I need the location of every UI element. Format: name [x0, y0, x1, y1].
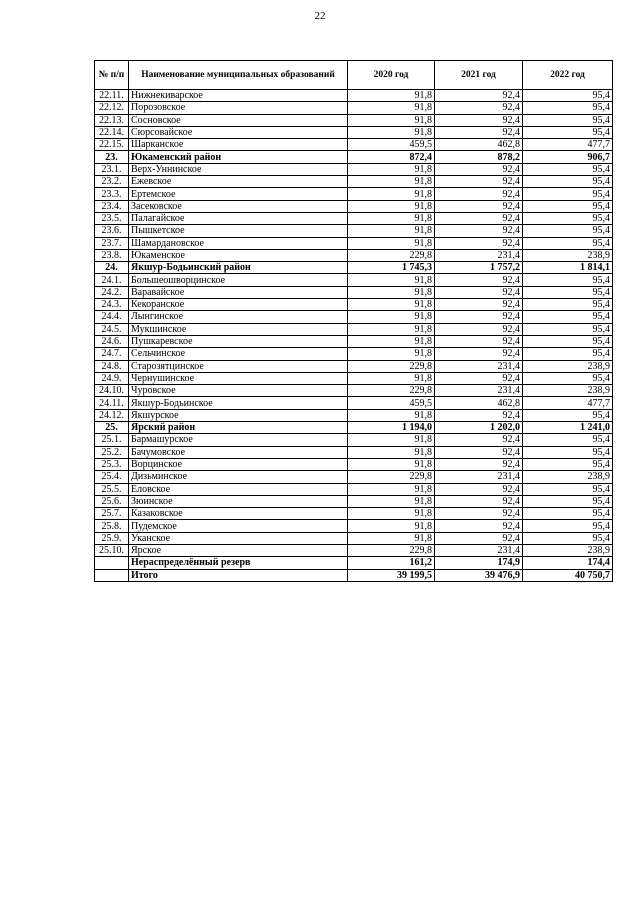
header-2020: 2020 год [348, 61, 435, 90]
municipality-name-cell: Шамардановское [129, 237, 348, 249]
row-number-cell: 23.8. [95, 249, 129, 261]
value-2021-cell: 92,4 [435, 237, 523, 249]
value-2021-cell: 462,8 [435, 139, 523, 151]
municipality-name-cell: Нижнекиварское [129, 90, 348, 102]
row-number-cell: 23.1. [95, 163, 129, 175]
table-row [95, 237, 613, 249]
row-number-cell [95, 557, 129, 569]
value-2021-cell: 231,4 [435, 249, 523, 261]
municipality-name-cell: Итого [129, 569, 348, 581]
row-number-cell: 24.12. [95, 409, 129, 421]
municipality-name-cell: Зюинское [129, 495, 348, 507]
value-2020-cell: 39 199,5 [348, 569, 435, 581]
municipality-name-cell: Засековское [129, 200, 348, 212]
table-row [95, 262, 613, 274]
value-2020-cell: 229,8 [348, 385, 435, 397]
municipality-name-cell: Ярский район [129, 422, 348, 434]
value-2021-cell: 231,4 [435, 385, 523, 397]
value-2020-cell: 872,4 [348, 151, 435, 163]
value-2022-cell: 95,4 [523, 90, 613, 102]
table-row [95, 90, 613, 102]
table-row [95, 409, 613, 421]
value-2020-cell: 229,8 [348, 471, 435, 483]
municipality-name-cell: Пушкаревское [129, 335, 348, 347]
value-2021-cell: 92,4 [435, 274, 523, 286]
row-number-cell: 23.2. [95, 176, 129, 188]
value-2021-cell: 92,4 [435, 409, 523, 421]
municipality-name-cell: Бачумовское [129, 446, 348, 458]
value-2022-cell: 95,4 [523, 532, 613, 544]
value-2022-cell: 477,7 [523, 139, 613, 151]
value-2020-cell: 459,5 [348, 139, 435, 151]
value-2022-cell: 95,4 [523, 102, 613, 114]
value-2021-cell: 1 757,2 [435, 262, 523, 274]
row-number-cell: 25.9. [95, 532, 129, 544]
value-2021-cell: 92,4 [435, 458, 523, 470]
row-number-cell: 24.1. [95, 274, 129, 286]
value-2020-cell: 91,8 [348, 188, 435, 200]
table-row [95, 348, 613, 360]
value-2021-cell: 92,4 [435, 434, 523, 446]
value-2022-cell: 238,9 [523, 249, 613, 261]
municipality-name-cell: Юкаменское [129, 249, 348, 261]
value-2021-cell: 39 476,9 [435, 569, 523, 581]
value-2022-cell: 238,9 [523, 360, 613, 372]
value-2020-cell: 91,8 [348, 200, 435, 212]
table-row [95, 544, 613, 556]
header-2021: 2021 год [435, 61, 523, 90]
municipality-name-cell: Верх-Уннинское [129, 163, 348, 175]
budget-table [94, 60, 613, 582]
value-2020-cell: 91,8 [348, 311, 435, 323]
table-row [95, 299, 613, 311]
row-number-cell: 23.7. [95, 237, 129, 249]
value-2020-cell: 91,8 [348, 434, 435, 446]
value-2020-cell: 229,8 [348, 360, 435, 372]
table-row [95, 495, 613, 507]
row-number-cell: 24.5. [95, 323, 129, 335]
value-2021-cell: 92,4 [435, 212, 523, 224]
value-2020-cell: 91,8 [348, 114, 435, 126]
value-2020-cell: 1 745,3 [348, 262, 435, 274]
value-2020-cell: 91,8 [348, 495, 435, 507]
value-2020-cell: 91,8 [348, 508, 435, 520]
value-2022-cell: 95,4 [523, 434, 613, 446]
value-2020-cell: 91,8 [348, 372, 435, 384]
value-2020-cell: 91,8 [348, 286, 435, 298]
municipality-name-cell: Чуровское [129, 385, 348, 397]
value-2022-cell: 95,4 [523, 508, 613, 520]
value-2021-cell: 231,4 [435, 360, 523, 372]
value-2020-cell: 91,8 [348, 446, 435, 458]
municipality-name-cell: Сосновское [129, 114, 348, 126]
value-2021-cell: 92,4 [435, 299, 523, 311]
value-2021-cell: 92,4 [435, 323, 523, 335]
value-2022-cell: 95,4 [523, 176, 613, 188]
value-2021-cell: 92,4 [435, 495, 523, 507]
municipality-name-cell: Шарканское [129, 139, 348, 151]
value-2022-cell: 95,4 [523, 495, 613, 507]
value-2020-cell: 91,8 [348, 102, 435, 114]
value-2020-cell: 161,2 [348, 557, 435, 569]
municipality-name-cell: Уканское [129, 532, 348, 544]
value-2022-cell: 95,4 [523, 323, 613, 335]
value-2020-cell: 459,5 [348, 397, 435, 409]
value-2022-cell: 95,4 [523, 446, 613, 458]
page-number: 22 [314, 10, 326, 22]
value-2022-cell: 95,4 [523, 372, 613, 384]
table-row [95, 274, 613, 286]
value-2020-cell: 91,8 [348, 274, 435, 286]
value-2022-cell: 95,4 [523, 188, 613, 200]
table-row [95, 249, 613, 261]
row-number-cell: 22.15. [95, 139, 129, 151]
municipality-name-cell: Якшур-Бодьинское [129, 397, 348, 409]
header-number: № п/п [95, 61, 129, 90]
municipality-name-cell: Юкаменский район [129, 151, 348, 163]
value-2021-cell: 92,4 [435, 188, 523, 200]
row-number-cell: 23.4. [95, 200, 129, 212]
row-number-cell: 23.6. [95, 225, 129, 237]
municipality-name-cell: Варавайское [129, 286, 348, 298]
row-number-cell [95, 569, 129, 581]
municipality-name-cell: Кекоранское [129, 299, 348, 311]
value-2021-cell: 174,9 [435, 557, 523, 569]
value-2020-cell: 91,8 [348, 237, 435, 249]
row-number-cell: 22.14. [95, 126, 129, 138]
municipality-name-cell: Палагайское [129, 212, 348, 224]
value-2021-cell: 92,4 [435, 348, 523, 360]
value-2022-cell: 95,4 [523, 520, 613, 532]
row-number-cell: 22.13. [95, 114, 129, 126]
municipality-name-cell: Ярское [129, 544, 348, 556]
row-number-cell: 24. [95, 262, 129, 274]
municipality-name-cell: Нераспределённый резерв [129, 557, 348, 569]
table-row [95, 102, 613, 114]
table-row [95, 520, 613, 532]
value-2022-cell: 238,9 [523, 385, 613, 397]
value-2021-cell: 231,4 [435, 471, 523, 483]
row-number-cell: 22.11. [95, 90, 129, 102]
value-2020-cell: 91,8 [348, 212, 435, 224]
municipality-name-cell: Бармашурское [129, 434, 348, 446]
value-2022-cell: 95,4 [523, 348, 613, 360]
header-municipality: Наименование муниципальных образований [129, 61, 348, 90]
value-2022-cell: 95,4 [523, 311, 613, 323]
table-row [95, 471, 613, 483]
value-2021-cell: 92,4 [435, 520, 523, 532]
row-number-cell: 24.6. [95, 335, 129, 347]
table-row [95, 286, 613, 298]
value-2022-cell: 95,4 [523, 212, 613, 224]
table-row [95, 422, 613, 434]
value-2020-cell: 229,8 [348, 544, 435, 556]
municipality-name-cell: Сельчинское [129, 348, 348, 360]
municipality-name-cell: Пудемское [129, 520, 348, 532]
row-number-cell: 24.8. [95, 360, 129, 372]
value-2020-cell: 91,8 [348, 163, 435, 175]
value-2022-cell: 95,4 [523, 225, 613, 237]
value-2020-cell: 91,8 [348, 90, 435, 102]
table-row [95, 139, 613, 151]
value-2020-cell: 91,8 [348, 348, 435, 360]
value-2022-cell: 95,4 [523, 114, 613, 126]
value-2021-cell: 1 202,0 [435, 422, 523, 434]
row-number-cell: 25.5. [95, 483, 129, 495]
row-number-cell: 23. [95, 151, 129, 163]
municipality-name-cell: Пышкетское [129, 225, 348, 237]
row-number-cell: 25.7. [95, 508, 129, 520]
row-number-cell: 24.7. [95, 348, 129, 360]
municipality-name-cell: Лынгинское [129, 311, 348, 323]
table-row [95, 311, 613, 323]
municipality-name-cell: Еловское [129, 483, 348, 495]
row-number-cell: 25.4. [95, 471, 129, 483]
municipality-name-cell: Большеошворцинское [129, 274, 348, 286]
municipality-name-cell: Мукшинское [129, 323, 348, 335]
municipality-name-cell: Дизьминское [129, 471, 348, 483]
value-2022-cell: 95,4 [523, 126, 613, 138]
row-number-cell: 22.12. [95, 102, 129, 114]
municipality-name-cell: Якшур-Бодьинский район [129, 262, 348, 274]
value-2022-cell: 95,4 [523, 483, 613, 495]
value-2020-cell: 91,8 [348, 532, 435, 544]
value-2020-cell: 229,8 [348, 249, 435, 261]
value-2022-cell: 477,7 [523, 397, 613, 409]
row-number-cell: 23.5. [95, 212, 129, 224]
value-2021-cell: 878,2 [435, 151, 523, 163]
row-number-cell: 24.2. [95, 286, 129, 298]
row-number-cell: 25. [95, 422, 129, 434]
row-number-cell: 24.10. [95, 385, 129, 397]
row-number-cell: 25.3. [95, 458, 129, 470]
table-row [95, 434, 613, 446]
municipality-name-cell: Старозятцинское [129, 360, 348, 372]
value-2021-cell: 92,4 [435, 508, 523, 520]
value-2021-cell: 92,4 [435, 200, 523, 212]
row-number-cell: 24.9. [95, 372, 129, 384]
value-2021-cell: 231,4 [435, 544, 523, 556]
municipality-name-cell: Ежевское [129, 176, 348, 188]
table-row [95, 483, 613, 495]
value-2020-cell: 91,8 [348, 409, 435, 421]
row-number-cell: 25.1. [95, 434, 129, 446]
value-2021-cell: 92,4 [435, 483, 523, 495]
table-row [95, 176, 613, 188]
table-row [95, 397, 613, 409]
value-2022-cell: 95,4 [523, 274, 613, 286]
value-2020-cell: 91,8 [348, 483, 435, 495]
value-2022-cell: 906,7 [523, 151, 613, 163]
table-row [95, 360, 613, 372]
row-number-cell: 25.8. [95, 520, 129, 532]
table-row [95, 163, 613, 175]
value-2022-cell: 174,4 [523, 557, 613, 569]
value-2021-cell: 92,4 [435, 102, 523, 114]
value-2021-cell: 92,4 [435, 372, 523, 384]
table-row [95, 372, 613, 384]
table-row [95, 569, 613, 581]
value-2020-cell: 91,8 [348, 323, 435, 335]
row-number-cell: 25.10. [95, 544, 129, 556]
value-2022-cell: 95,4 [523, 237, 613, 249]
table-body [95, 90, 613, 582]
row-number-cell: 24.11. [95, 397, 129, 409]
value-2020-cell: 91,8 [348, 225, 435, 237]
value-2022-cell: 95,4 [523, 286, 613, 298]
table-row [95, 323, 613, 335]
value-2020-cell: 91,8 [348, 299, 435, 311]
value-2022-cell: 1 814,1 [523, 262, 613, 274]
value-2021-cell: 92,4 [435, 176, 523, 188]
value-2021-cell: 92,4 [435, 163, 523, 175]
table-row [95, 151, 613, 163]
row-number-cell: 25.2. [95, 446, 129, 458]
value-2020-cell: 91,8 [348, 458, 435, 470]
row-number-cell: 23.3. [95, 188, 129, 200]
table-row [95, 212, 613, 224]
value-2022-cell: 95,4 [523, 299, 613, 311]
municipality-name-cell: Ертемское [129, 188, 348, 200]
table-row [95, 200, 613, 212]
table-row [95, 114, 613, 126]
table-row [95, 446, 613, 458]
value-2020-cell: 91,8 [348, 335, 435, 347]
municipality-name-cell: Ворцинское [129, 458, 348, 470]
table-row [95, 225, 613, 237]
value-2020-cell: 91,8 [348, 126, 435, 138]
table-row [95, 335, 613, 347]
value-2022-cell: 1 241,0 [523, 422, 613, 434]
value-2021-cell: 92,4 [435, 311, 523, 323]
value-2021-cell: 92,4 [435, 335, 523, 347]
value-2021-cell: 92,4 [435, 286, 523, 298]
value-2022-cell: 238,9 [523, 471, 613, 483]
value-2021-cell: 462,8 [435, 397, 523, 409]
municipality-name-cell: Якшурское [129, 409, 348, 421]
value-2021-cell: 92,4 [435, 90, 523, 102]
value-2020-cell: 1 194,0 [348, 422, 435, 434]
municipality-name-cell: Казаковское [129, 508, 348, 520]
municipality-name-cell: Сюрсовайское [129, 126, 348, 138]
value-2020-cell: 91,8 [348, 520, 435, 532]
value-2021-cell: 92,4 [435, 225, 523, 237]
value-2021-cell: 92,4 [435, 114, 523, 126]
table-row [95, 458, 613, 470]
table-row [95, 188, 613, 200]
value-2022-cell: 95,4 [523, 200, 613, 212]
municipality-name-cell: Порозовское [129, 102, 348, 114]
row-number-cell: 24.4. [95, 311, 129, 323]
value-2022-cell: 40 750,7 [523, 569, 613, 581]
table-row [95, 508, 613, 520]
table-header-row [95, 61, 613, 90]
table-row [95, 385, 613, 397]
value-2021-cell: 92,4 [435, 126, 523, 138]
municipality-name-cell: Чернушинское [129, 372, 348, 384]
value-2022-cell: 95,4 [523, 409, 613, 421]
table-row [95, 557, 613, 569]
value-2020-cell: 91,8 [348, 176, 435, 188]
table-row [95, 532, 613, 544]
table-row [95, 126, 613, 138]
value-2022-cell: 95,4 [523, 163, 613, 175]
value-2022-cell: 238,9 [523, 544, 613, 556]
value-2021-cell: 92,4 [435, 446, 523, 458]
value-2022-cell: 95,4 [523, 335, 613, 347]
row-number-cell: 24.3. [95, 299, 129, 311]
value-2021-cell: 92,4 [435, 532, 523, 544]
value-2022-cell: 95,4 [523, 458, 613, 470]
row-number-cell: 25.6. [95, 495, 129, 507]
header-2022: 2022 год [523, 61, 613, 90]
